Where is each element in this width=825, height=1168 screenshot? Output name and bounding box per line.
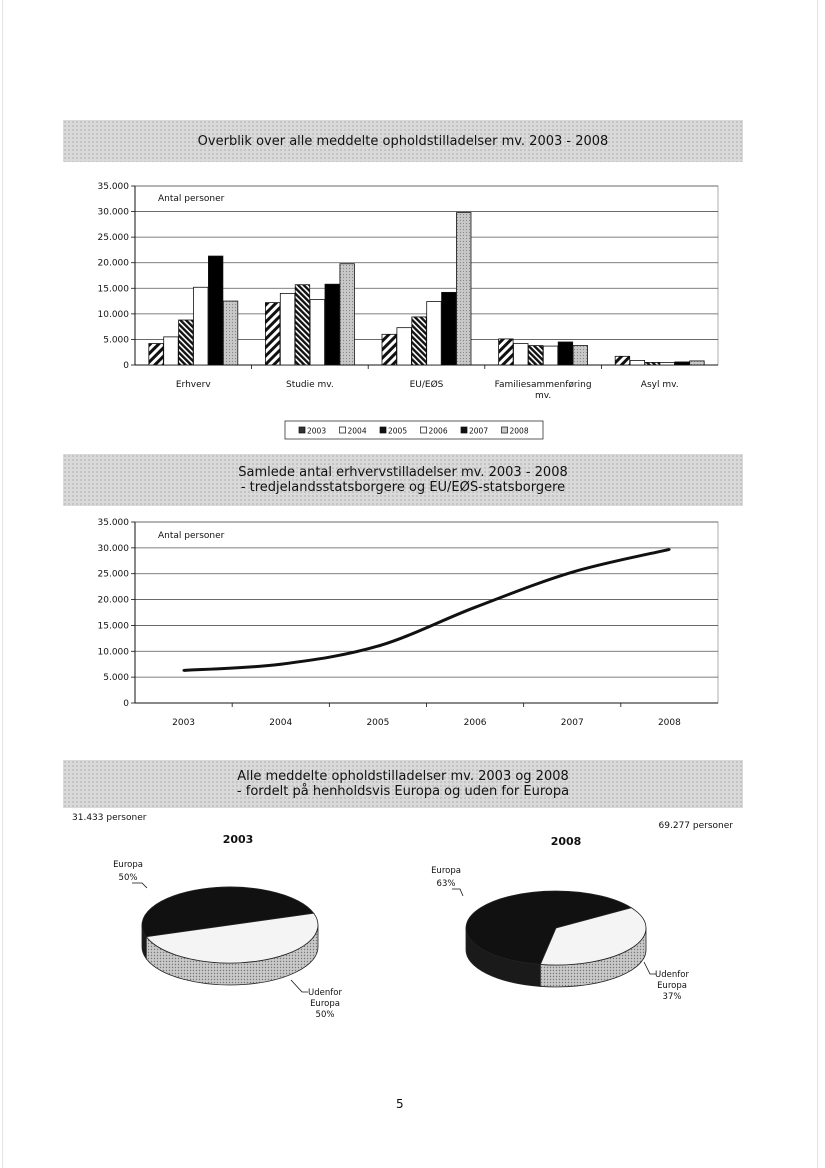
y-tick-label: 15.000 (97, 284, 129, 295)
pie-2003 (142, 887, 318, 985)
y-tick-label: 15.000 (97, 621, 129, 632)
line-chart-title-line2: - tredjelandsstatsborgere og EU/EØS-statsborgere (240, 480, 566, 495)
line-chart-title-line1: Samlede antal erhvervstilladelser mv. 2003 - 2008 (238, 465, 568, 480)
x-category-label: mv. (534, 391, 552, 401)
y-tick-label: 25.000 (97, 233, 129, 244)
bar-chart-title: Overblik over alle meddelte opholdstilladelser mv. 2003 - 2008 (197, 133, 609, 149)
page-number: 5 (396, 1097, 404, 1111)
legend-label: 2007 (469, 426, 489, 436)
pie-title-2008: 2008 (550, 835, 582, 848)
x-category-label: Asyl mv. (640, 380, 679, 390)
x-tick-label: 2004 (269, 718, 293, 728)
label-europa-pct-2003: 50% (118, 873, 138, 883)
pie-2008 (466, 891, 646, 987)
leader-europa-2003 (132, 883, 147, 888)
x-tick-label: 2008 (657, 718, 681, 728)
pie-title-2003: 2003 (222, 833, 254, 846)
label-udenfor-2008: Udenfor (655, 970, 689, 980)
y-tick-label: 20.000 (97, 595, 129, 606)
label-udenfor-pct-2003: 50% (315, 1010, 335, 1020)
x-category-label: Studie mv. (285, 380, 334, 390)
y-tick-label: 10.000 (97, 309, 129, 320)
pie-total-2003: 31.433 personer (72, 813, 147, 823)
y-tick-label: 5.000 (103, 335, 129, 346)
label-europa-2008: Europa (431, 866, 461, 876)
x-category-label: Erhverv (175, 380, 211, 390)
x-tick-label: 2005 (366, 718, 390, 728)
leader-europa-2008 (452, 889, 463, 896)
y-tick-label: 35.000 (97, 182, 129, 192)
legend-label: 2004 (347, 426, 367, 436)
label-udenfor-2003-line2: Europa (310, 999, 340, 1009)
y-tick-label: 20.000 (97, 258, 129, 269)
pie-charts-title-line1: Alle meddelte opholdstilladelser mv. 2003 og 2008 (237, 769, 569, 784)
y-tick-label: 0 (123, 699, 129, 709)
pie-total-2008: 69.277 personer (658, 821, 733, 831)
y-tick-label: 35.000 (97, 518, 129, 528)
legend-label: 2006 (428, 426, 448, 436)
y-axis-label: Antal personer (158, 194, 225, 204)
legend-label: 2005 (388, 426, 408, 436)
label-europa-pct-2008: 63% (436, 879, 456, 889)
y-tick-label: 25.000 (97, 569, 129, 580)
pie-charts-title-line2: - fordelt på henholdsvis Europa og uden for Europa (236, 784, 570, 799)
leader-udenfor-2003 (291, 980, 308, 992)
y-tick-label: 5.000 (103, 673, 129, 684)
y-axis-label: Antal personer (158, 531, 225, 541)
x-tick-label: 2006 (463, 718, 487, 728)
label-udenfor-2008-line2: Europa (657, 981, 687, 991)
legend-label: 2008 (509, 426, 529, 436)
legend-label: 2003 (307, 426, 327, 436)
x-tick-label: 2003 (172, 718, 196, 728)
y-tick-label: 10.000 (97, 647, 129, 658)
label-europa-2003: Europa (113, 860, 143, 870)
y-tick-label: 30.000 (97, 543, 129, 554)
y-tick-label: 0 (123, 361, 129, 371)
x-category-label: EU/EØS (409, 380, 444, 390)
label-udenfor-2003: Udenfor (308, 988, 342, 998)
y-tick-label: 30.000 (97, 207, 129, 218)
label-udenfor-pct-2008: 37% (662, 992, 682, 1002)
x-category-label: Familiesammenføring (494, 380, 592, 390)
x-tick-label: 2007 (560, 718, 584, 728)
